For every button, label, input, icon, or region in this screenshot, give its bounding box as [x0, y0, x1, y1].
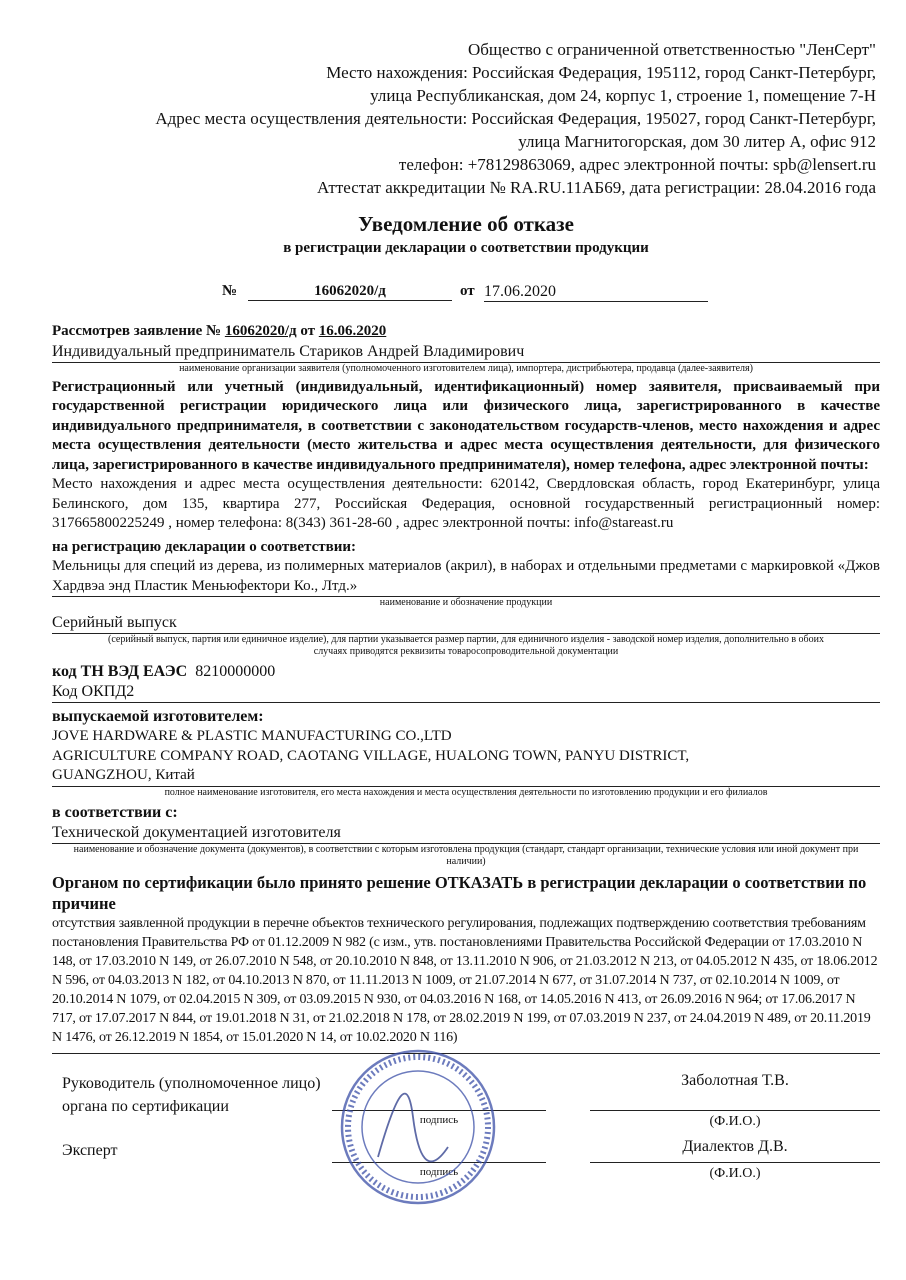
application-prefix: Рассмотрев заявление № — [52, 323, 225, 339]
manufacturer-heading: выпускаемой изготовителем: — [52, 708, 264, 725]
head-fio-caption: (Ф.И.О.) — [709, 1113, 761, 1129]
date-label: от — [460, 283, 475, 299]
header-line: улица Республиканская, дом 24, корпус 1, строение 1, помещение 7-Н — [370, 86, 876, 105]
expert-sign-caption: подпись — [419, 1165, 459, 1178]
decision-post: в регистрации декларации о соответствии по причине — [52, 872, 867, 913]
application-ref — [52, 322, 880, 342]
product-text: Мельницы для специй из дерева, из полимерных материалов (акрил), в наборах и отдельными предметами с маркировкой «Джов Хардвэа энд Пластик Меньюфектори Ко., Лтд.» — [52, 558, 880, 594]
signature-block — [52, 1072, 880, 1202]
manufacturer-line: GUANGZHOU, Китай — [52, 767, 195, 783]
expert-fio-caption: (Ф.И.О.) — [709, 1165, 761, 1181]
tnved-code — [52, 662, 880, 682]
header-line: Аттестат аккредитации № RA.RU.11АБ69, дата регистрации: 28.04.2016 года — [317, 178, 876, 197]
product-heading: на регистрацию декларации о соответствии: — [52, 538, 357, 555]
header-line: Место нахождения: Российская Федерация, 195112, город Санкт-Петербург, — [326, 63, 876, 82]
application-mid: от — [296, 323, 319, 339]
tnved-value: 8210000000 — [195, 663, 276, 680]
serial-text: Серийный выпуск — [52, 614, 177, 631]
application-date: 16.06.2020 — [318, 323, 387, 339]
expert-label: Эксперт — [62, 1141, 118, 1159]
expert-signature-line — [332, 1162, 546, 1163]
manufacturer-caption: полное наименование изготовителя, его места нахождения и места осуществления деятельности по изготовлению продукции и его филиалов — [52, 786, 880, 799]
page-subtitle: в регистрации декларации о соответствии продукции — [283, 240, 649, 256]
applicant-details: Место нахождения и адрес места осуществления деятельности: 620142, Свердловская область, город Екатеринбург, улица Белинского, дом 135, квартира 277, Российская Федерация, основной государственный регистрационный номер: 317665800225249 , номер телефона: 8(343) 361-28-60 , адрес электронной почты: info@stareast.ru — [52, 476, 880, 531]
decision-pre: Органом по сертификации было принято решение — [52, 872, 435, 892]
applicant-caption: наименование организации заявителя (уполномоченного изготовителем лица), импортера, дистрибьютера, продавца (далее-заявителя) — [52, 362, 880, 375]
manufacturer-line: JOVE HARDWARE & PLASTIC MANUFACTURING CO.,LTD — [52, 728, 452, 744]
tnved-label: код ТН ВЭД ЕАЭС — [52, 663, 188, 680]
decision-refuse: ОТКАЗАТЬ — [434, 872, 524, 892]
product-caption: наименование и обозначение продукции — [52, 596, 880, 609]
header-line: Общество с ограниченной ответственностью "ЛенСерт" — [467, 40, 876, 59]
applicant-name: Индивидуальный предприниматель Стариков Андрей Владимирович — [52, 342, 525, 360]
document-body — [52, 0, 880, 1222]
head-fio-line — [590, 1110, 880, 1111]
decision-reason: отсутствия заявленной продукции в перечне объектов технического регулирования, подлежащих подтверждению соответствия требованиям постановления Правительства РФ от 01.12.2009 N 982 (с изм., утв. постановлениями Правительства Российской Федерации от 17.03.2010 N 148, от 17.03.2010 N 149, от 26.07.2010 N 548, от 20.10.2010 N 848, от 13.11.2010 N 906, от 21.03.2012 N 213, от 04.05.2012 N 435, от 18.06.2012 N 596, от 04.03.2013 N 182, от 04.10.2013 N 870, от 11.11.2013 N 1009, от 21.07.2014 N 677, от 31.07.2014 N 737, от 02.10.2014 N 1009, от 20.10.2014 N 1079, от 02.04.2015 N 309, от 03.09.2015 N 930, от 04.03.2016 N 168, от 14.05.2016 N 413, от 26.09.2016 N 964; от 17.06.2017 N 717, от 17.07.2017 N 844, от 19.01.2018 N 31, от 21.02.2018 N 178, от 28.02.2019 N 199, от 07.03.2019 N 237, от 24.04.2019 N 489, от 20.11.2019 N 1476, от 26.12.2019 N 1854, от 15.01.2020 N 14, от 10.02.2020 N 116) — [52, 914, 880, 1054]
okpd-code: Код ОКПД2 — [52, 682, 880, 703]
number-label: № — [222, 283, 238, 299]
conformity-caption: наименование и обозначение документа (документов), в соответствии с которым изготовлена продукция (стандарт, стандарт организации, технические условия или иной документ при наличии) — [52, 843, 880, 868]
conformity-heading: в соответствии с: — [52, 803, 178, 821]
manufacturer-address — [52, 727, 880, 786]
manufacturer-line: AGRICULTURE COMPANY ROAD, CAOTANG VILLAGE, HUALONG TOWN, PANYU DISTRICT, — [52, 747, 690, 764]
conformity-text: Технической документацией изготовителя — [52, 823, 341, 841]
application-number: 16062020/д — [224, 323, 297, 339]
page-title: Уведомление об отказе — [358, 212, 574, 236]
head-sign-caption: подпись — [419, 1113, 459, 1126]
number-value: 16062020/д — [248, 283, 452, 301]
header-line: Адрес места осуществления деятельности: Российская Федерация, 195027, город Санкт-Петербург, — [155, 109, 876, 128]
head-signature-line — [332, 1110, 546, 1111]
decision-heading — [52, 872, 880, 914]
applicant-heading: Регистрационный или учетный (индивидуальный, идентификационный) номер заявителя, присваиваемый при государственной регистрации юридического лица или физического лица, зарегистрированного в качестве индивидуального предпринимателя, в соответствии с законодательством государств-членов, место нахождения и адрес места осуществления деятельности (место жительства и адрес места осуществления деятельности, для физического лица, зарегистрированного в качестве индивидуального предпринимателя), номер телефона, адрес электронной почты: — [52, 378, 880, 473]
notice-date: 17.06.2020 — [484, 283, 708, 302]
header-line: улица Магнитогорская, дом 30 литер А, офис 912 — [518, 132, 876, 151]
header-line: телефон: +78129863069, адрес электронной почты: spb@lensert.ru — [398, 155, 876, 174]
head-label: Руководитель (уполномоченное лицо) органа по сертификации — [62, 1074, 321, 1115]
serial-caption: (серийный выпуск, партия или единичное изделие), для партии указывается размер партии, для единичного изделия - заводской номер изделия, дополнительно в обоих случаях приводятся реквизиты товаросопроводительной документации — [52, 633, 880, 658]
organization-stamp-icon — [338, 1047, 498, 1207]
expert-fio-line — [590, 1162, 880, 1163]
expert-name: Диалектов Д.В. — [682, 1137, 788, 1155]
head-name: Заболотная Т.В. — [681, 1071, 789, 1089]
